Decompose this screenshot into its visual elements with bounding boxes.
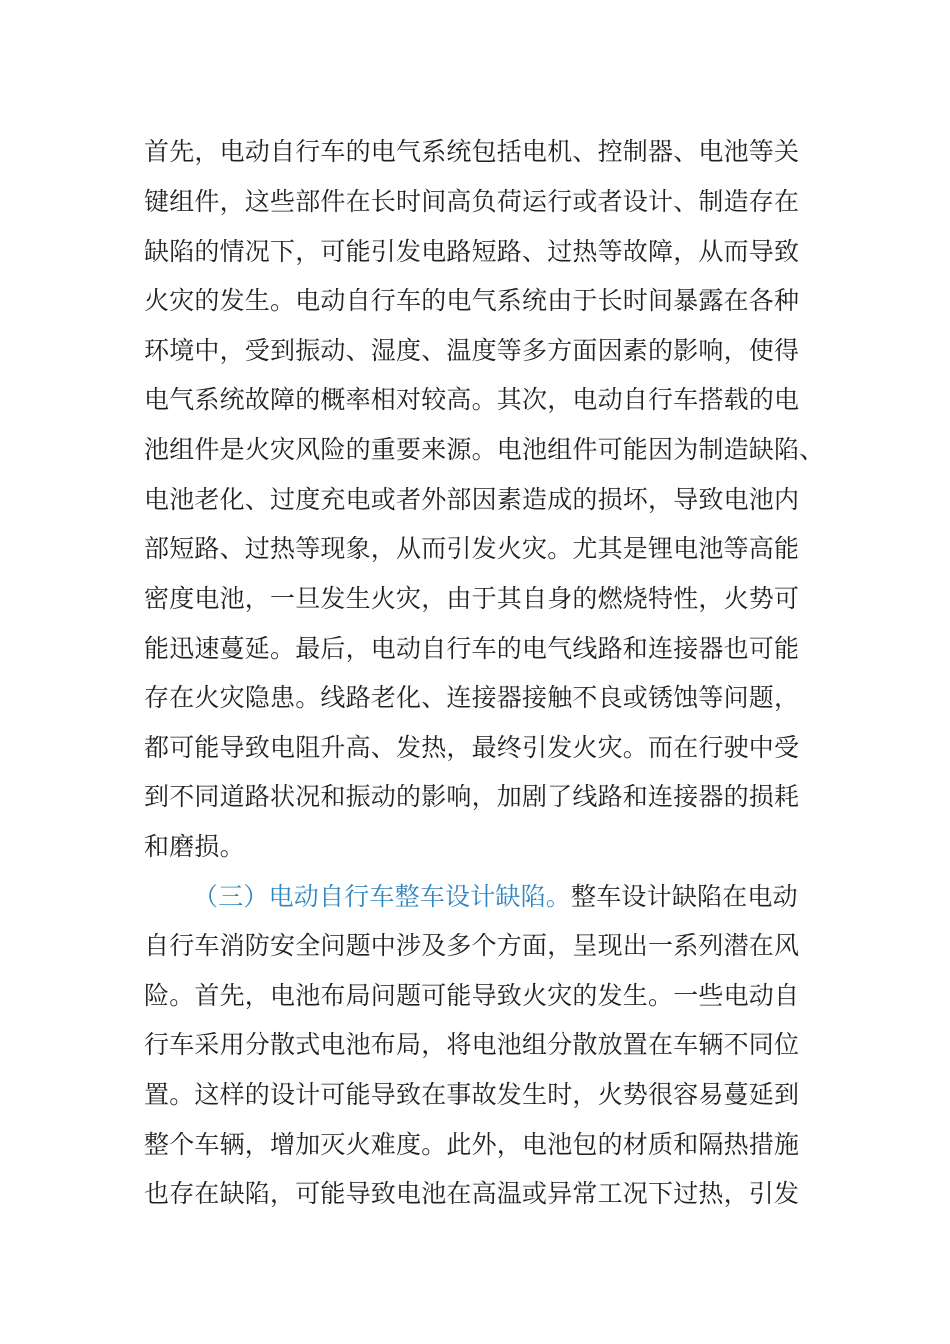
paragraph-line: 自行车消防安全问题中涉及多个方面，呈现出一系列潜在风 bbox=[144, 931, 800, 960]
paragraph-line: 部短路、过热等现象，从而引发火灾。尤其是锂电池等高能 bbox=[144, 534, 800, 563]
paragraph-line: 险。首先，电池布局问题可能导致火灾的发生。一些电动自 bbox=[144, 981, 800, 1010]
paragraph-line: 和磨损。 bbox=[144, 832, 245, 861]
paragraph-line: 环境中，受到振动、湿度、温度等多方面因素的影响，使得 bbox=[144, 336, 800, 365]
section-heading: （三）电动自行车整车设计缺陷。 bbox=[193, 882, 572, 911]
paragraph-line: 火灾的发生。电动自行车的电气系统由于长时间暴露在各种 bbox=[144, 286, 800, 315]
paragraph-line: 密度电池，一旦发生火灾，由于其自身的燃烧特性，火势可 bbox=[144, 584, 800, 613]
paragraph-line: 置。这样的设计可能导致在事故发生时，火势很容易蔓延到 bbox=[144, 1080, 800, 1109]
paragraph-line: 能迅速蔓延。最后，电动自行车的电气线路和连接器也可能 bbox=[144, 634, 800, 663]
paragraph-line: 池组件是火灾风险的重要来源。电池组件可能因为制造缺陷、 bbox=[144, 435, 825, 464]
paragraph-line: 存在火灾隐患。线路老化、连接器接触不良或锈蚀等问题， bbox=[144, 683, 800, 712]
paragraph-line: 缺陷的情况下，可能引发电路短路、过热等故障，从而导致 bbox=[144, 237, 800, 266]
section-first-line bbox=[193, 872, 798, 922]
paragraph-line: 电气系统故障的概率相对较高。其次，电动自行车搭载的电 bbox=[144, 385, 800, 414]
paragraph-line: 键组件，这些部件在长时间高负荷运行或者设计、制造存在 bbox=[144, 187, 800, 216]
paragraph-line: 电池老化、过度充电或者外部因素造成的损坏，导致电池内 bbox=[144, 485, 800, 514]
paragraph-line: 都可能导致电阻升高、发热，最终引发火灾。而在行驶中受 bbox=[144, 733, 800, 762]
section-first-line-text: 整车设计缺陷在电动 bbox=[571, 882, 798, 911]
paragraph-line: 首先，电动自行车的电气系统包括电机、控制器、电池等关 bbox=[144, 137, 800, 166]
paragraph-line: 也存在缺陷，可能导致电池在高温或异常工况下过热，引发 bbox=[144, 1179, 800, 1208]
paragraph-line: 行车采用分散式电池布局，将电池组分散放置在车辆不同位 bbox=[144, 1030, 800, 1059]
paragraph-line: 整个车辆，增加灭火难度。此外，电池包的材质和隔热措施 bbox=[144, 1130, 800, 1159]
paragraph-line: 到不同道路状况和振动的影响，加剧了线路和连接器的损耗 bbox=[144, 782, 800, 811]
